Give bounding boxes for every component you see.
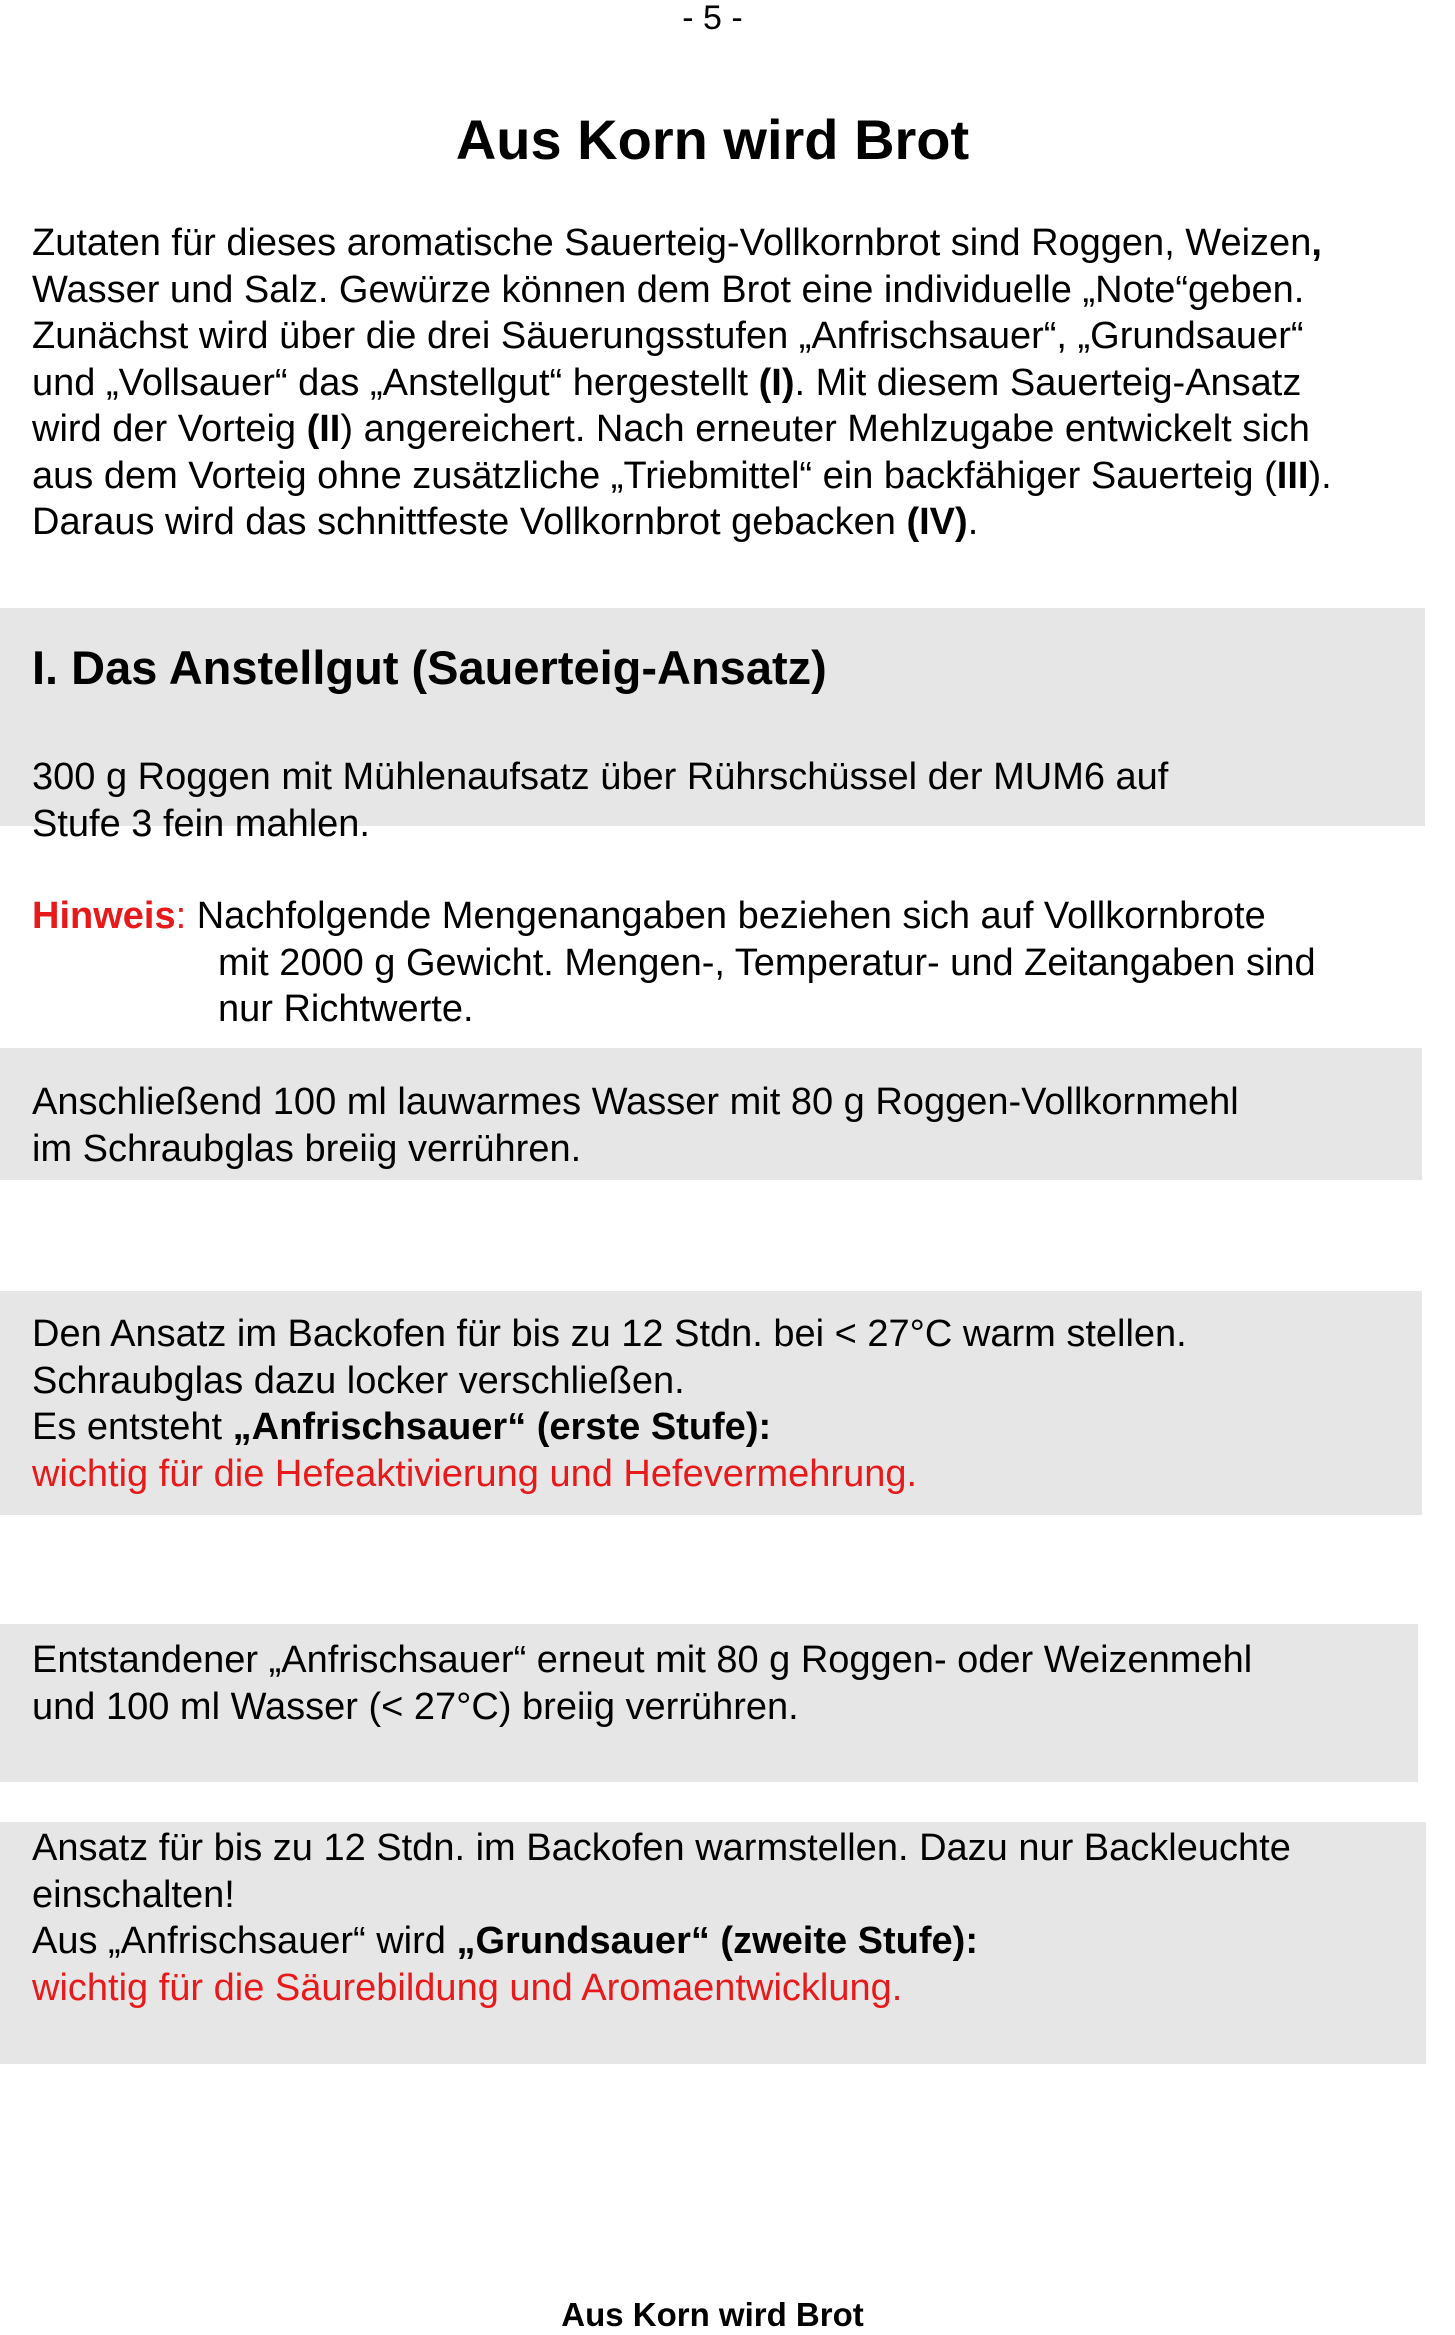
- hint-label: Hinweis: [32, 895, 176, 937]
- section-title: I. Das Anstellgut (Sauerteig-Ansatz): [32, 641, 827, 694]
- step-1-line-2: Stufe 3 fein mahlen.: [32, 802, 370, 845]
- step-5-line-4: wichtig für die Säurebildung und Aromaentwicklung.: [32, 1966, 903, 2009]
- step-1-line-1: 300 g Roggen mit Mühlenaufsatz über Rührschüssel der MUM6 auf: [32, 756, 1169, 798]
- step-5-line-1: Ansatz für bis zu 12 Stdn. im Backofen warmstellen. Dazu nur Backleuchte: [32, 1827, 1291, 1869]
- intro-line-2: Wasser und Salz. Gewürze können dem Brot eine individuelle „Note“geben.: [32, 268, 1305, 311]
- hint-note: [32, 893, 1316, 1033]
- page-footer: Aus Korn wird Brot: [561, 2296, 864, 2333]
- step-3-line-1: Den Ansatz im Backofen für bis zu 12 Stdn. bei < 27°C warm stellen.: [32, 1313, 1187, 1355]
- step-4-text: [32, 1637, 1252, 1730]
- intro-line-1: Zutaten für dieses aromatische Sauerteig-Vollkornbrot sind Roggen, Weizen,: [32, 222, 1322, 264]
- intro-paragraph: [32, 220, 1332, 546]
- step-5-line-3: Aus „Anfrischsauer“ wird „Grundsauer“ (zweite Stufe):: [32, 1920, 978, 1962]
- intro-line-6: aus dem Vorteig ohne zusätzliche „Triebmittel“ ein backfähiger Sauerteig (III).: [32, 454, 1332, 497]
- step-2-line-2: im Schraubglas breiig verrühren.: [32, 1127, 582, 1170]
- step-3-line-3: Es entsteht „Anfrischsauer“ (erste Stufe):: [32, 1406, 772, 1448]
- page-title: Aus Korn wird Brot: [455, 108, 970, 171]
- hint-line-3: nur Richtwerte.: [218, 988, 474, 1030]
- hint-line-1: Hinweis: Nachfolgende Mengenangaben beziehen sich auf Vollkornbrote: [32, 895, 1266, 937]
- step-2-line-1: Anschließend 100 ml lauwarmes Wasser mit 80 g Roggen-Vollkornmehl: [32, 1081, 1239, 1123]
- intro-line-4: und „Vollsauer“ das „Anstellgut“ hergestellt (I). Mit diesem Sauerteig-Ansatz: [32, 361, 1302, 404]
- page-number: - 5 -: [682, 0, 743, 37]
- step-5-line-2: einschalten!: [32, 1873, 235, 1916]
- intro-line-3: Zunächst wird über die drei Säuerungsstufen „Anfrischsauer“, „Grundsauer“: [32, 315, 1304, 357]
- step-2-text: [32, 1079, 1239, 1172]
- hint-line-2: mit 2000 g Gewicht. Mengen-, Temperatur- und Zeitangaben sind: [218, 941, 1316, 984]
- step-3-text: [32, 1311, 1187, 1497]
- step-4-line-2: und 100 ml Wasser (< 27°C) breiig verrühren.: [32, 1685, 799, 1728]
- step-3-line-2: Schraubglas dazu locker verschließen.: [32, 1359, 685, 1402]
- intro-line-5: wird der Vorteig (II) angereichert. Nach erneuter Mehlzugabe entwickelt sich: [32, 408, 1310, 450]
- step-5-text: [32, 1825, 1291, 2011]
- step-3-line-4: wichtig für die Hefeaktivierung und Hefevermehrung.: [32, 1452, 918, 1495]
- step-1-text: [32, 754, 1168, 847]
- intro-line-7: Daraus wird das schnittfeste Vollkornbrot gebacken (IV).: [32, 501, 979, 543]
- step-4-line-1: Entstandener „Anfrischsauer“ erneut mit 80 g Roggen- oder Weizenmehl: [32, 1639, 1253, 1681]
